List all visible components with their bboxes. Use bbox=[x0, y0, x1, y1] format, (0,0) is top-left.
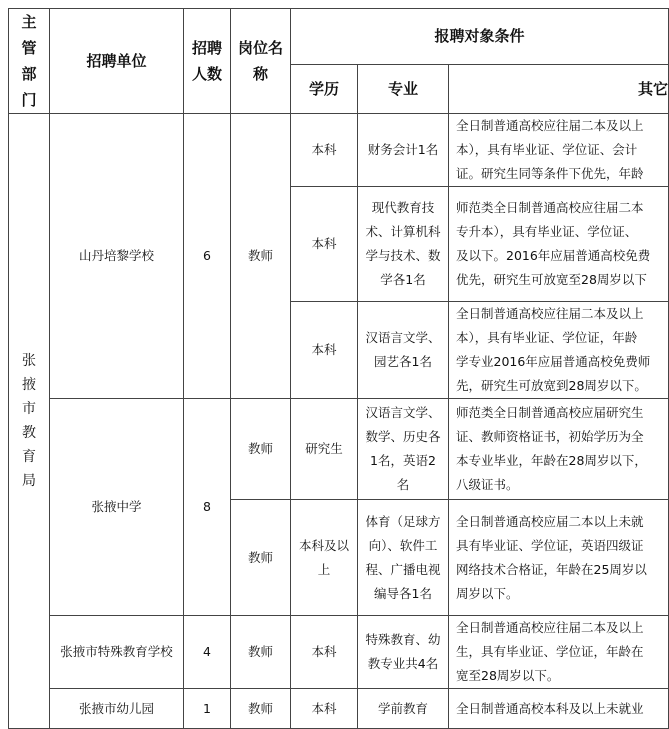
header-count: 招聘人数 bbox=[184, 9, 231, 114]
header-unit: 招聘单位 bbox=[50, 9, 184, 114]
table-row bbox=[9, 114, 669, 187]
other-cell: 全日制普通高校应往届二本及以上 本），具有毕业证、学位证，年龄 学专业2016年应届普通高校免费师 先，研究生可放宽到28周岁以下。 bbox=[449, 302, 669, 399]
count-cell: 4 bbox=[184, 616, 231, 689]
major-cell: 特殊教育、幼教专业共4名 bbox=[358, 616, 449, 689]
header-dept: 主管部门 bbox=[9, 9, 50, 114]
header-conditions: 报聘对象条件 bbox=[291, 9, 669, 65]
post-cell: 教师 bbox=[231, 689, 291, 729]
major-cell: 体育（足球方向）、软件工程、广播电视编导各1名 bbox=[358, 500, 449, 616]
edu-cell: 研究生 bbox=[291, 399, 358, 500]
post-cell: 教师 bbox=[231, 114, 291, 399]
other-cell: 师范类全日制普通高校应往届二本 专升本），具有毕业证、学位证、 及以下。2016年应届普通高校免费 优先，研究生可放宽至28周岁以下 bbox=[449, 187, 669, 302]
other-cell: 师范类全日制普通高校应届研究生 证、教师资格证书，初始学历为全 本专业毕业，年龄在28周岁以下， 八级证书。 bbox=[449, 399, 669, 500]
other-cell: 全日制普通高校应届二本以上未就 具有毕业证、学位证，英语四级证 网络技术合格证，年龄在25周岁以 周岁以下。 bbox=[449, 500, 669, 616]
header-post: 岗位名称 bbox=[231, 9, 291, 114]
header-edu: 学历 bbox=[291, 64, 358, 113]
major-cell: 财务会计1名 bbox=[358, 114, 449, 187]
dept-cell: 张掖市教育局 bbox=[9, 114, 50, 729]
count-cell: 1 bbox=[184, 689, 231, 729]
edu-cell: 本科 bbox=[291, 616, 358, 689]
post-cell: 教师 bbox=[231, 616, 291, 689]
table-row bbox=[9, 399, 669, 500]
major-cell: 现代教育技术、计算机科学与技术、数学各1名 bbox=[358, 187, 449, 302]
unit-cell: 张掖市幼儿园 bbox=[50, 689, 184, 729]
other-cell: 全日制普通高校应往届二本及以上 生，具有毕业证、学位证，年龄在 宽至28周岁以下。 bbox=[449, 616, 669, 689]
count-cell: 6 bbox=[184, 114, 231, 399]
other-cell: 全日制普通高校应往届二本及以上 本），具有毕业证、学位证、会计 证。研究生同等条件下优先，年龄 bbox=[449, 114, 669, 187]
unit-cell: 张掖市特殊教育学校 bbox=[50, 616, 184, 689]
recruitment-table bbox=[8, 8, 669, 729]
post-cell: 教师 bbox=[231, 500, 291, 616]
major-cell: 汉语言文学、数学、历史各1名，英语2名 bbox=[358, 399, 449, 500]
count-cell: 8 bbox=[184, 399, 231, 616]
unit-cell: 山丹培黎学校 bbox=[50, 114, 184, 399]
table-row bbox=[9, 616, 669, 689]
header-major: 专业 bbox=[358, 64, 449, 113]
post-cell: 教师 bbox=[231, 399, 291, 500]
header-other: 其它 bbox=[449, 64, 669, 113]
edu-cell: 本科及以上 bbox=[291, 500, 358, 616]
edu-cell: 本科 bbox=[291, 114, 358, 187]
edu-cell: 本科 bbox=[291, 187, 358, 302]
major-cell: 汉语言文学、园艺各1名 bbox=[358, 302, 449, 399]
table-row bbox=[9, 689, 669, 729]
unit-cell: 张掖中学 bbox=[50, 399, 184, 616]
other-cell: 全日制普通高校本科及以上未就业 bbox=[449, 689, 669, 729]
major-cell: 学前教育 bbox=[358, 689, 449, 729]
edu-cell: 本科 bbox=[291, 689, 358, 729]
edu-cell: 本科 bbox=[291, 302, 358, 399]
